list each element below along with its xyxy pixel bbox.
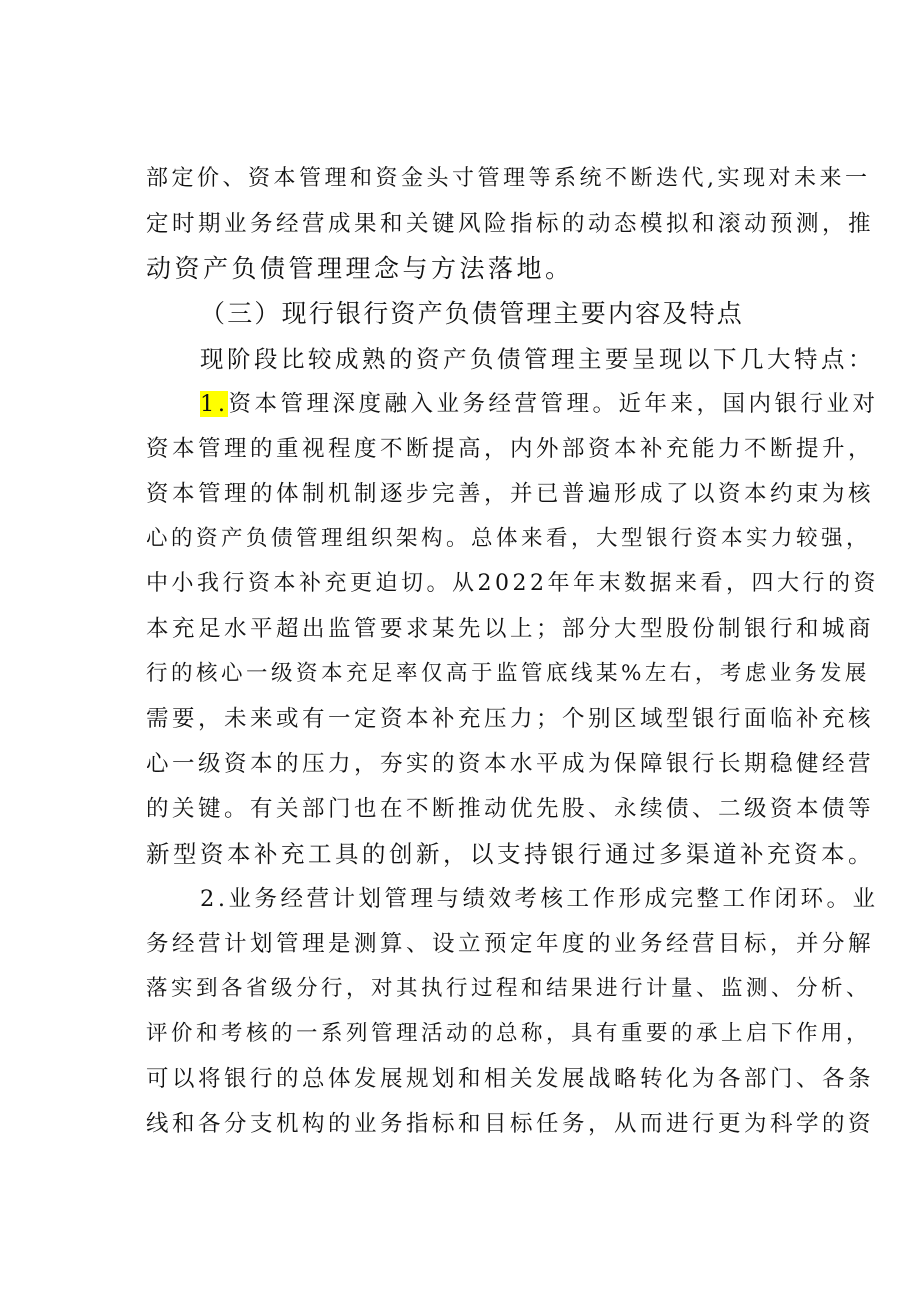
paragraph-line: 需要，未来或有一定资本补充压力；个别区域型银行面临补充核: [146, 706, 875, 732]
paragraph-line: 资本管理的重视程度不断提高，内外部资本补充能力不断提升，: [146, 436, 875, 462]
paragraph-line: 的关键。有关部门也在不断推动优先股、永续债、二级资本债等: [146, 796, 875, 822]
paragraph-line: 动资产负债管理理念与方法落地。: [146, 254, 574, 283]
paragraph-line: 落实到各省级分行，对其执行过程和结果进行计量、监测、分析、: [146, 976, 872, 1001]
paragraph-line: 行的核心一级资本充足率仅高于监管底线某%左右，考虑业务发展: [146, 661, 870, 686]
paragraph-line: 现阶段比较成熟的资产负债管理主要呈现以下几大特点：: [200, 345, 875, 373]
paragraph-line: 定时期业务经营成果和关键风险指标的动态模拟和滚动预测，推: [146, 211, 875, 237]
list-item-2-first-line: 2.业务经营计划管理与绩效考核工作形成完整工作闭环。业: [200, 886, 879, 912]
paragraph-line: 资本管理的体制机制逐步完善，并已普遍形成了以资本约束为核: [146, 481, 875, 507]
paragraph-line: 新型资本补充工具的创新，以支持银行通过多渠道补充资本。: [146, 840, 875, 868]
paragraph-line: 心的资产负债管理组织架构。总体来看，大型银行资本实力较强，: [146, 526, 872, 551]
paragraph-line: 务经营计划管理是测算、设立预定年度的业务经营目标，并分解: [146, 931, 875, 957]
paragraph-line: 线和各分支机构的业务指标和目标任务，从而进行更为科学的资: [146, 1111, 875, 1137]
paragraph-line: 中小我行资本补充更迫切。从2022年年末数据来看，四大行的资: [146, 571, 879, 596]
section-heading: （三）现行银行资产负债管理主要内容及特点: [200, 299, 745, 328]
highlighted-item-number: 1.: [200, 391, 229, 417]
paragraph-line: 心一级资本的压力，夯实的资本水平成为保障银行长期稳健经营: [146, 751, 875, 777]
paragraph-line: 本充足水平超出监管要求某先以上；部分大型股份制银行和城商: [146, 616, 875, 642]
paragraph-line: 部定价、资本管理和资金头寸管理等系统不断迭代,实现对未来一: [146, 166, 871, 191]
list-item-1-text: 资本管理深度融入业务经营管理。近年来，国内银行业对: [228, 391, 879, 417]
list-item-1-first-line: [200, 388, 878, 420]
paragraph-line: 评价和考核的一系列管理活动的总称，具有重要的承上启下作用，: [146, 1021, 872, 1046]
paragraph-line: 可以将银行的总体发展规划和相关发展战略转化为各部门、各条: [146, 1066, 875, 1092]
